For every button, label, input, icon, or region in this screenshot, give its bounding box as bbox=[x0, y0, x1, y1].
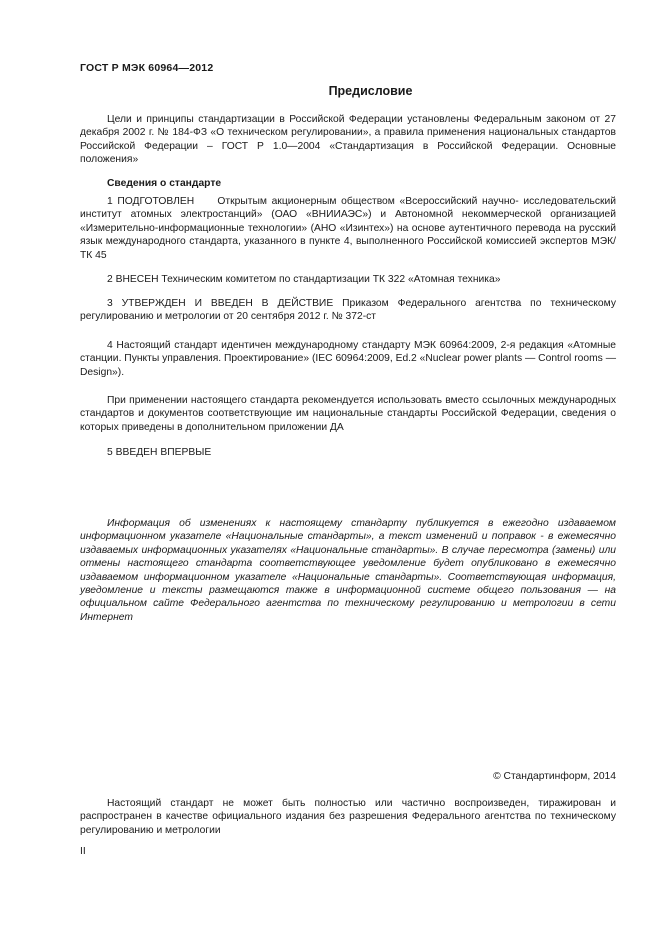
section-heading: Сведения о стандарте bbox=[107, 178, 222, 189]
info-notice: Информация об изменениях к настоящему стандарту публикуется в ежегодно издаваемом информационном указателе «Национальные стандарты», а текст изменений и поправок - в ежемесячно издаваемых информационных указателях «Национальные стандарты». В случае пересмотра (замены) или отмены настоящего стандарта соответствующее уведомление будет опубликовано в ежемесячно издаваемом информационном указателе «Национальные стандарты». Соответствующая информация, уведомление и тексты размещаются также в информационной системе общего пользования — на официальном сайте Федерального агентства по техническому регулированию и метрологии в сети Интернет bbox=[80, 518, 616, 623]
item-1-paragraph bbox=[80, 195, 616, 262]
item-4-paragraph: 4 Настоящий стандарт идентичен международному стандарту МЭК 60964:2009, 2-я редакция «Атомные станции. Пункты управления. Проектирование» (IEC 60964:2009, Ed.2 «Nuclear power plants — Control rooms — Design»). bbox=[80, 340, 616, 378]
document-code: ГОСТ Р МЭК 60964—2012 bbox=[80, 62, 214, 74]
item-4-note-paragraph: При применении настоящего стандарта рекомендуется использовать вместо ссылочных международных стандартов и документов соответствующие им национальные стандарты Российской Федерации, сведения о которых приведены в дополнительном приложении ДА bbox=[80, 395, 616, 433]
copyright-line: © Стандартинформ, 2014 bbox=[493, 771, 616, 782]
page-title: Предисловие bbox=[328, 84, 413, 98]
item-3-paragraph: 3 УТВЕРЖДЕН И ВВЕДЕН В ДЕЙСТВИЕ Приказом Федерального агентства по техническому регулированию и метрологии от 20 сентября 2012 г. № 372-ст bbox=[80, 298, 616, 323]
page-number: II bbox=[80, 846, 86, 857]
item-1-body: исследовательский институт атомных электростанций» (ОАО «ВНИИАЭС») и Автономной некоммерческой организацией «Измерительно-информационные технологии» (АНО «Изинтех») на основе аутентичного перевода на русский язык международного стандарта, указанного в пункте 4, выполненного Российской комиссией экспертов МЭК/ТК 45 bbox=[80, 196, 616, 261]
item-2-paragraph: 2 ВНЕСЕН Техническим комитетом по стандартизации ТК 322 «Атомная техника» bbox=[107, 274, 501, 285]
item-1-first-line: Открытым акционерным обществом «Всероссийский научно- bbox=[217, 196, 519, 207]
reproduction-notice: Настоящий стандарт не может быть полностью или частично воспроизведен, тиражирован и распространен в качестве официального издания без разрешения Федерального агентства по техническому регулированию и метрологии bbox=[80, 798, 616, 836]
intro-paragraph: Цели и принципы стандартизации в Российской Федерации установлены Федеральным законом от 27 декабря 2002 г. № 184-ФЗ «О техническом регулировании», а правила применения национальных стандартов Российской Федерации – ГОСТ Р 1.0—2004 «Стандартизация в Российской Федерации. Основные положения» bbox=[80, 114, 616, 166]
item-1-label: 1 ПОДГОТОВЛЕН bbox=[107, 196, 195, 207]
item-5-paragraph: 5 ВВЕДЕН ВПЕРВЫЕ bbox=[107, 447, 212, 458]
